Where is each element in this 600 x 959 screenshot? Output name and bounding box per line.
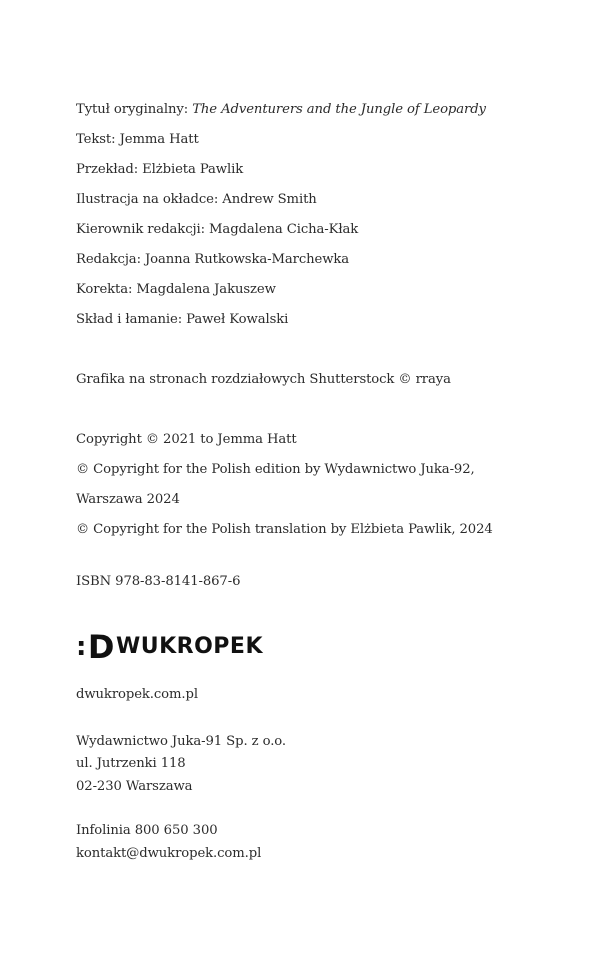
isbn-line: ISBN 978-83-8141-867-6 <box>76 574 241 589</box>
logo-colon: : <box>76 632 87 662</box>
copyright-line-3: Warszawa 2024 <box>76 492 180 507</box>
copyright-line-1: Copyright © 2021 to Jemma Hatt <box>76 432 297 447</box>
original-title: The Adventurers and the Jungle of Leopardy <box>192 102 486 117</box>
text-author-line: Tekst: Jemma Hatt <box>76 132 199 147</box>
proofreading-line: Korekta: Magdalena Jakuszew <box>76 282 276 297</box>
website-link[interactable]: dwukropek.com.pl <box>76 687 198 702</box>
copyright-line-2: © Copyright for the Polish edition by Wydawnictwo Juka-92, <box>76 462 475 477</box>
publisher-city: 02-230 Warszawa <box>76 779 193 794</box>
cover-illustration-line: Ilustracja na okładce: Andrew Smith <box>76 192 317 207</box>
contact-email-link[interactable]: kontakt@dwukropek.com.pl <box>76 846 262 861</box>
logo-initial: D <box>87 628 115 666</box>
editorial-manager-line: Kierownik redakcji: Magdalena Cicha-Kłak <box>76 222 359 237</box>
original-title-line <box>76 102 486 117</box>
translation-line: Przekład: Elżbieta Pawlik <box>76 162 244 177</box>
publisher-name: Wydawnictwo Juka-91 Sp. z o.o. <box>76 734 286 749</box>
original-title-label: Tytuł oryginalny: <box>76 102 189 117</box>
dwukropek-logo <box>76 630 263 664</box>
editing-line: Redakcja: Joanna Rutkowska-Marchewka <box>76 252 350 267</box>
typesetting-line: Skład i łamanie: Paweł Kowalski <box>76 312 289 327</box>
logo-rest: WUKROPEK <box>115 634 263 659</box>
graphics-credit-line: Grafika na stronach rozdziałowych Shutterstock © rraya <box>76 372 451 387</box>
copyright-line-4: © Copyright for the Polish translation by Elżbieta Pawlik, 2024 <box>76 522 493 537</box>
publisher-street: ul. Jutrzenki 118 <box>76 756 186 771</box>
helpline: Infolinia 800 650 300 <box>76 823 218 838</box>
